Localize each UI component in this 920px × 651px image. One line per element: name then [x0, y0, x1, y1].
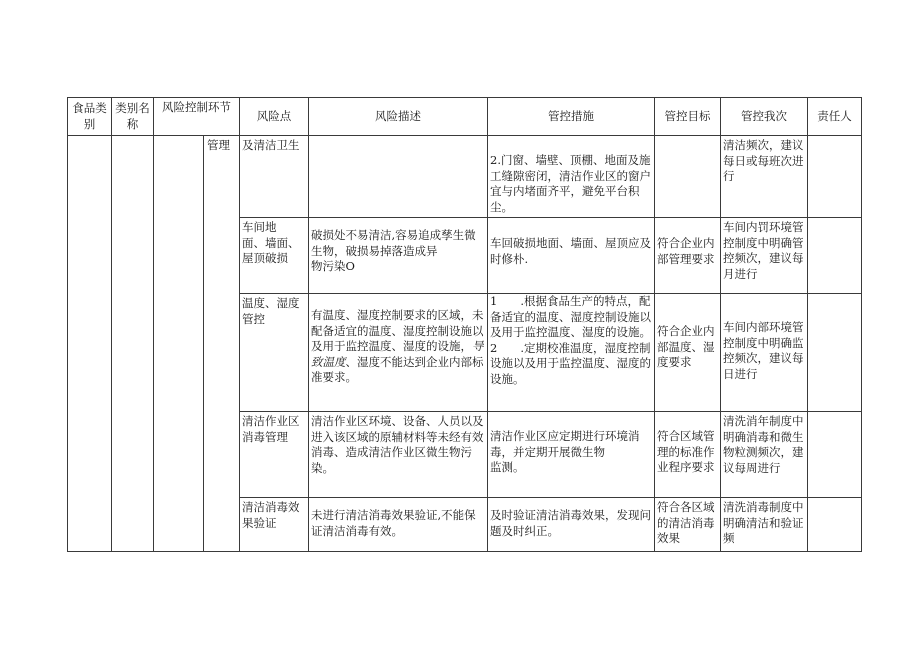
risk-desc-cell: 破损处不易清洁,容易追成孳生微生物，破损易掉落造成异 物污染O [309, 218, 488, 294]
measures-cell: 车回破损地面、墙面、屋顶应及时修朴. [488, 218, 655, 294]
owner-cell [808, 412, 862, 498]
frequency-cell: 车间内罚环境管控制度中明确管控频次，建议每月进行 [721, 218, 808, 294]
measures-cell: 1 .根据食品生产的特点，配备适宜的温度、湿度控制设施以及用于监控温度、湿度的设施。 2 .定期校准温度，湿度控制设施以及用于监控温度、湿度的设施。 [488, 294, 655, 412]
frequency-cell: 清洗消年制度中明确消毒和微生物粒测频次，建议每周进行 [721, 412, 808, 498]
header-risk-desc: 风险描述 [309, 98, 488, 136]
header-target: 管控目标 [655, 98, 721, 136]
header-frequency: 管控我次 [721, 98, 808, 136]
measures-cell: 清洁作业区应定期进行环境消毒，并定期开展微生物 监测。 [488, 412, 655, 498]
header-category-name: 类别名 称 [112, 98, 154, 136]
risk-desc-text-after: 、湿度不能达到企业内部标准要求。 [311, 354, 484, 384]
risk-point-cell: 清洁作业区消毒管理 [240, 412, 309, 498]
sub-label-cell: 管理 [204, 136, 240, 552]
measures-cell: 及时验证清洁消毒效果，发现问题及时纠正。 [488, 498, 655, 552]
owner-cell [808, 136, 862, 218]
header-measures: 管控措施 [488, 98, 655, 136]
risk-desc-text-before: 有温度、湿度控制要求的区域，未配备适宜的温度、湿度控制设施以及用于监控温度、湿度的设施， [311, 308, 484, 353]
header-owner: 责任人 [808, 98, 862, 136]
risk-desc-cell [309, 294, 488, 412]
risk-desc-cell: 清洁作业区环境、设备、人员以及进入该区域的原辅材料等未经有效消毒、造成清洁作业区微生物污染。 [309, 412, 488, 498]
header-control-link: 风险控制环节 [154, 98, 240, 136]
target-cell: 符合企业内部温度、湿度要求 [655, 294, 721, 412]
risk-point-cell: 及清洁卫生 [240, 136, 309, 218]
target-cell: 符合企业内部管理要求 [655, 218, 721, 294]
owner-cell [808, 218, 862, 294]
frequency-cell: 清洁频次，建议每日或每班次进行 [721, 136, 808, 218]
risk-desc-cell: 未进行清洁消毒效果验证,不能保证清洁消毒有效。 [309, 498, 488, 552]
header-food-category: 食品类 别 [68, 98, 112, 136]
header-risk-point: 风险点 [240, 98, 309, 136]
frequency-cell: 清洗消毒制度中明确清洁和验证频 [721, 498, 808, 552]
risk-desc-text-italic: 导致温度 [311, 339, 484, 369]
risk-point-cell: 车间地 面、墙面、屋顶破损 [240, 218, 309, 294]
owner-cell [808, 498, 862, 552]
owner-cell [808, 294, 862, 412]
risk-point-cell: 温度、湿度管控 [240, 294, 309, 412]
measures-cell: 2.门窗、墙壁、顶棚、地面及施工缝隙密闭，清洁作业区的窗户宜与内堵面齐平，避免平台积尘。 [488, 136, 655, 218]
category-name-cell [112, 136, 154, 552]
target-cell: 符合各区域的清洁消毒效果 [655, 498, 721, 552]
food-category-cell [68, 136, 112, 552]
frequency-cell: 车间内部环境管控制度中明确监控频次，建议每日进行 [721, 294, 808, 412]
risk-desc-cell [309, 136, 488, 218]
target-cell: 符合区域管理的标准作业程序要求 [655, 412, 721, 498]
table-row [68, 136, 862, 218]
risk-control-table [67, 97, 862, 552]
table-header-row [68, 98, 862, 136]
target-cell [655, 136, 721, 218]
risk-point-cell: 清洁消毒效果验证 [240, 498, 309, 552]
control-link-cell [154, 136, 204, 552]
